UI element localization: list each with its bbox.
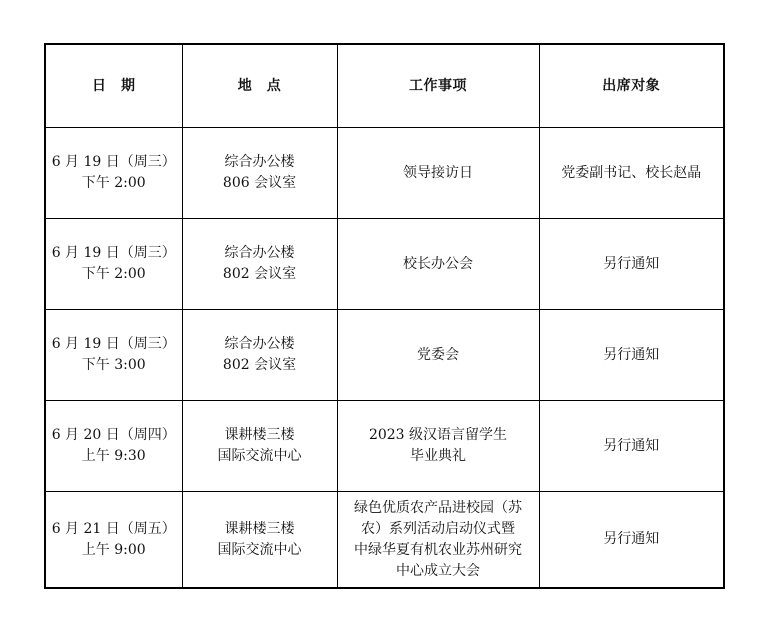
attendees-text: 另行通知 bbox=[603, 255, 660, 272]
time-text: 下午 2:00 bbox=[81, 175, 146, 191]
header-attendees: 出席对象 bbox=[539, 44, 724, 128]
header-location: 地 点 bbox=[182, 44, 337, 128]
date-cell bbox=[45, 492, 182, 589]
attendees-cell bbox=[539, 310, 724, 401]
time-text: 下午 2:00 bbox=[81, 266, 146, 282]
table-row bbox=[45, 219, 724, 310]
building-text: 综合办公楼 bbox=[224, 336, 295, 352]
attendees-text: 党委副书记、校长赵晶 bbox=[561, 164, 702, 181]
work-item-text: 党委会 bbox=[417, 346, 459, 363]
work-item-cell bbox=[337, 128, 539, 219]
attendees-text: 另行通知 bbox=[603, 346, 660, 363]
header-date: 日 期 bbox=[45, 44, 182, 128]
time-text: 上午 9:30 bbox=[81, 448, 146, 464]
table-row bbox=[45, 128, 724, 219]
work-item-text: 中心成立大会 bbox=[396, 562, 480, 579]
room-text: 802 会议室 bbox=[222, 266, 297, 282]
work-item-cell bbox=[337, 219, 539, 310]
work-item-text: 2023 级汉语言留学生 bbox=[368, 427, 508, 443]
date-text: 6 月 21 日（周五） bbox=[51, 520, 176, 537]
table-row bbox=[45, 310, 724, 401]
date-cell bbox=[45, 219, 182, 310]
location-cell bbox=[182, 310, 337, 401]
location-cell bbox=[182, 219, 337, 310]
attendees-cell bbox=[539, 492, 724, 589]
attendees-text: 另行通知 bbox=[603, 531, 660, 547]
work-item-text: 绿色优质农产品进校园（苏 bbox=[354, 499, 522, 516]
work-item-cell bbox=[337, 310, 539, 401]
attendees-text: 另行通知 bbox=[603, 437, 660, 454]
room-text: 国际交流中心 bbox=[217, 448, 302, 464]
building-text: 课耕楼三楼 bbox=[224, 427, 295, 443]
header-work-item: 工作事项 bbox=[337, 44, 539, 128]
attendees-cell bbox=[539, 128, 724, 219]
building-text: 综合办公楼 bbox=[224, 154, 295, 170]
table-row bbox=[45, 401, 724, 492]
room-text: 国际交流中心 bbox=[217, 541, 302, 558]
schedule-table bbox=[44, 43, 725, 589]
date-cell bbox=[45, 401, 182, 492]
date-text: 6 月 20 日（周四） bbox=[51, 427, 176, 443]
table-row bbox=[45, 492, 724, 589]
attendees-cell bbox=[539, 401, 724, 492]
work-item-text: 校长办公会 bbox=[403, 255, 473, 272]
work-item-cell bbox=[337, 401, 539, 492]
work-item-text: 中绿华夏有机农业苏州研究 bbox=[354, 541, 522, 558]
date-text: 6 月 19 日（周三） bbox=[51, 336, 176, 352]
location-cell bbox=[182, 128, 337, 219]
work-item-text: 农）系列活动启动仪式暨 bbox=[361, 520, 515, 537]
room-text: 802 会议室 bbox=[222, 357, 297, 373]
date-cell bbox=[45, 310, 182, 401]
building-text: 综合办公楼 bbox=[224, 245, 295, 261]
location-cell bbox=[182, 401, 337, 492]
date-text: 6 月 19 日（周三） bbox=[51, 245, 176, 261]
time-text: 上午 9:00 bbox=[81, 541, 146, 558]
location-cell bbox=[182, 492, 337, 589]
time-text: 下午 3:00 bbox=[81, 357, 146, 373]
work-item-text: 领导接访日 bbox=[403, 164, 473, 181]
work-item-cell bbox=[337, 492, 539, 589]
date-cell bbox=[45, 128, 182, 219]
work-item-text: 毕业典礼 bbox=[410, 448, 466, 464]
table-header-row bbox=[45, 44, 724, 128]
room-text: 806 会议室 bbox=[222, 175, 297, 191]
date-text: 6 月 19 日（周三） bbox=[51, 154, 176, 170]
attendees-cell bbox=[539, 219, 724, 310]
building-text: 课耕楼三楼 bbox=[224, 520, 295, 537]
